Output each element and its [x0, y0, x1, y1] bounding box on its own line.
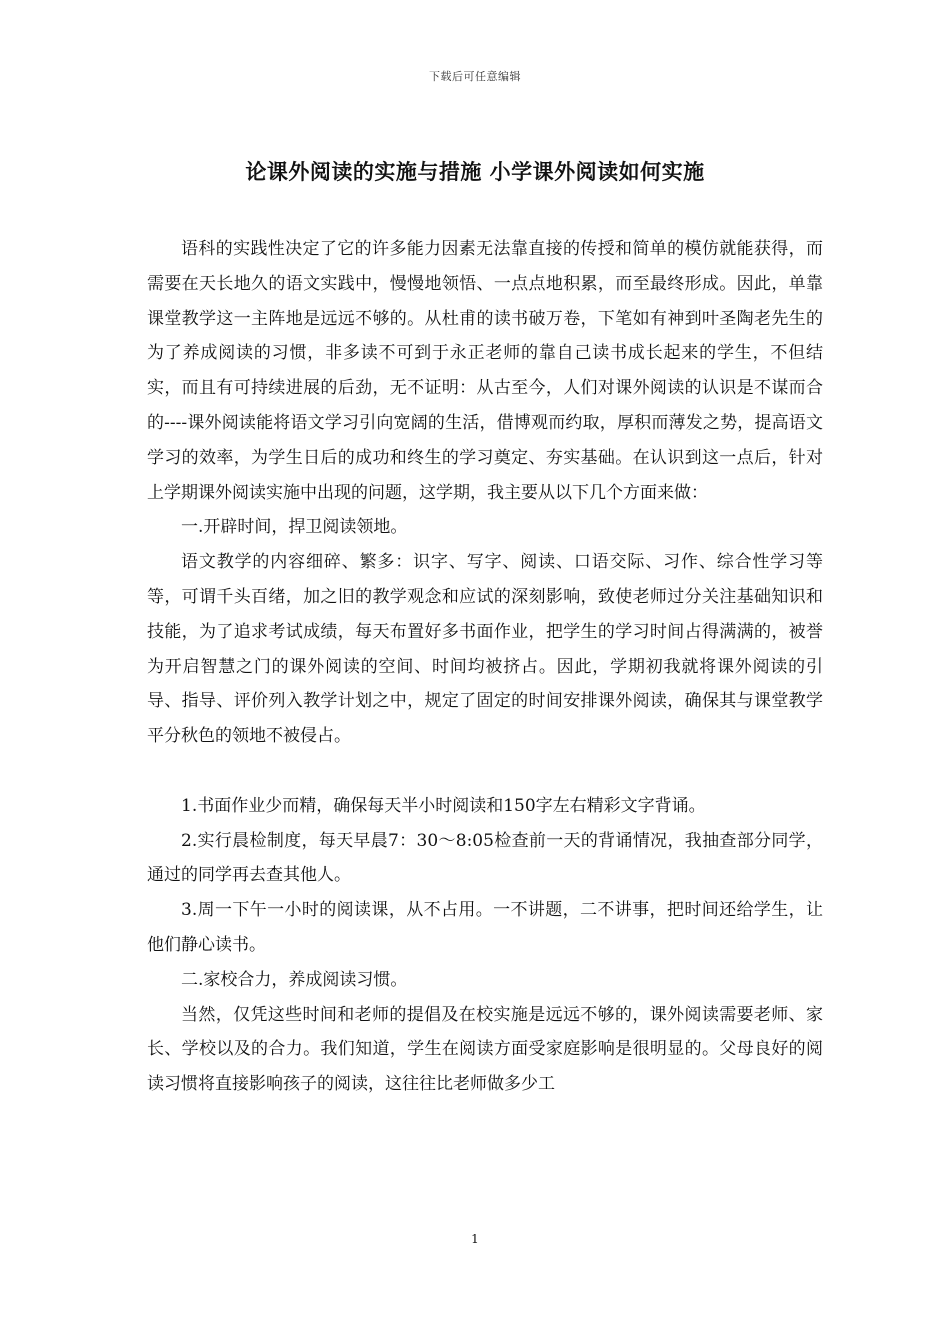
section-heading-1: 一.开辟时间，捍卫阅读领地。	[181, 517, 408, 538]
document-body	[147, 232, 823, 1102]
list-item-2: 2.实行晨检制度，每天早晨7：30～8:05检查前一天的背诵情况，我抽查部分同学，通过的同学再去查其他人。	[147, 830, 823, 886]
paragraph-section-2: 当然，仅凭这些时间和老师的提倡及在校实施是远远不够的，课外阅读需要老师、家长、学校以及的合力。我们知道，学生在阅读方面受家庭影响是很明显的。父母良好的阅读习惯将直接影响孩子的阅读，这往往比老师做多少工	[147, 1004, 823, 1095]
list-item-3: 3.周一下午一小时的阅读课，从不占用。一不讲题，二不讲事，把时间还给学生，让他们静心读书。	[147, 900, 823, 955]
paragraph-intro: 语科的实践性决定了它的许多能力因素无法靠直接的传授和简单的模仿就能获得，而需要在天长地久的语文实践中，慢慢地领悟、一点点地积累，而至最终形成。因此，单靠课堂教学这一主阵地是远远不够的。从杜甫的读书破万卷，下笔如有神到叶圣陶老先生的为了养成阅读的习惯，非多读不可到于永正老师的靠自己读书成长起来的学生，不但结实，而且有可持续进展的后劲，无不证明：从古至今，人们对课外阅读的认识是不谋而合的----课外阅读能将语文学习引向宽阔的生活，借博观而约取，厚积而薄发之势，提高语文学习的效率，为学生日后的成功和终生的学习奠定、夯实基础。在认识到这一点后，针对上学期课外阅读实施中出现的问题，这学期，我主要从以下几个方面来做：	[147, 239, 823, 503]
list-item-1: 1.书面作业少而精，确保每天半小时阅读和150字左右精彩文字背诵。	[181, 795, 706, 816]
document-title: 论课外阅读的实施与措施 小学课外阅读如何实施	[245, 159, 705, 184]
section-heading-2: 二.家校合力，养成阅读习惯。	[181, 969, 408, 990]
header-note: 下载后可任意编辑	[429, 70, 521, 83]
blank-line	[147, 754, 823, 789]
page-number: 1	[471, 1232, 479, 1246]
paragraph-section-1: 语文教学的内容细碎、繁多：识字、写字、阅读、口语交际、习作、综合性学习等等，可谓千头百绪，加之旧的教学观念和应试的深刻影响，致使老师过分关注基础知识和技能，为了追求考试成绩，每天布置好多书面作业，把学生的学习时间占得满满的，被誉为开启智慧之门的课外阅读的空间、时间均被挤占。因此，学期初我就将课外阅读的引导、指导、评价列入教学计划之中，规定了固定的时间安排课外阅读，确保其与课堂教学平分秋色的领地不被侵占。	[147, 552, 823, 747]
